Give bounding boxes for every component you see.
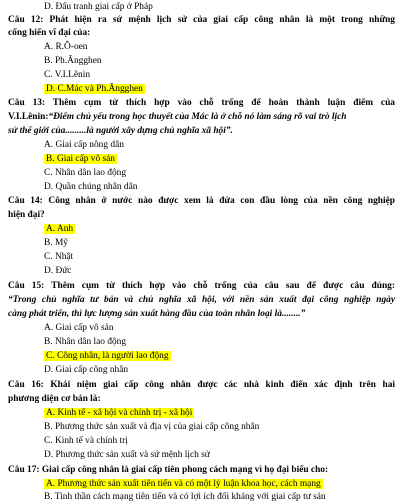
option-12a: A. R.Ô-oen [44,42,88,52]
question-13-quote: “Điểm chủ yếu trong học thuyết của Mác là ở chỗ nó làm sáng rõ vai trò lịch [48,112,347,122]
option-14c: C. Nhật [44,252,74,262]
question-17: Câu 17: Giai cấp công nhân là giai cấp tiên phong cách mạng vì họ đại biểu cho: [8,465,329,475]
question-15-quote-end: càng phát triển, thì lực lượng sản xuất hàng đầu của toàn nhân loại là........” [8,309,306,319]
option-16d: D. Phương thức sản xuất và sứ mệnh lịch sử [44,450,210,460]
question-12: Câu 12: Phát hiện ra sứ mệnh lịch sử của giai cấp công nhân là một trong những [8,15,395,25]
option-13b-answer [44,153,395,166]
answer-highlight: A. Anh [46,224,74,234]
option-12b: B. Ph.Ăngghen [44,56,102,66]
answer-highlight: B. Giai cấp vô sản [46,154,115,164]
option-12c: C. V.I.Lênin [44,70,91,80]
option-15c-answer [44,350,395,363]
option-15a: A. Giai cấp vô sản [44,323,114,333]
question-13: Câu 13: Thêm cụm từ thích hợp vào chỗ trống để hoàn thành luận điểm của [8,98,395,108]
option-14b: B. Mỹ [44,238,68,248]
question-15: Câu 15: Thêm cụm từ thích hợp vào chỗ trống của câu sau để được câu đúng: [8,281,395,291]
question-14: Câu 14: Công nhân ở nước nào được xem là đứa con đầu lòng của nền công nghiệp [8,196,395,206]
option-13d: D. Quần chúng nhân dân [44,182,138,192]
option-12d-answer [44,83,395,96]
question-16: Câu 16: Khái niệm giai cấp công nhân được các nhà kinh điển xác định trên hai [8,380,395,390]
option-16b: B. Phương thức sản xuất và địa vị của giai cấp công nhân [44,422,260,432]
question-14-cont: hiện đại? [8,210,45,220]
answer-highlight: A. Phương thức sản xuất tiên tiến và có một lý luận khoa học, cách mạng [46,479,321,489]
option-13a: A. Giai cấp nông dân [44,140,124,150]
option-13c: C. Nhân dân lao động [44,168,127,178]
question-13-cont [8,111,395,124]
answer-highlight: C. Công nhân, là người lao động [46,351,169,361]
option-15d: D. Giai cấp công nhân [44,365,129,375]
question-13-quote-end: sử thế giới của.........là người xây dựng chủ nghĩa xã hội”. [8,126,233,136]
question-16-cont: phương diện cơ bản là: [8,394,101,404]
answer-highlight: D. C.Mác và Ph.Ăngghen [46,84,143,94]
option-16a-answer [44,407,395,420]
question-15-quote: “Trong chủ nghĩa tư bản và chủ nghĩa xã hội, với nền sản xuất đại công nghiệp ngày [8,295,395,305]
option-16c: C. Kinh tế và chính trị [44,436,128,446]
option-text: D. Đấu tranh giai cấp ở Pháp [44,2,153,12]
option-14a-answer [44,223,395,236]
option-15b: B. Nhân dân lao động [44,337,127,347]
option-14d: D. Đức [44,266,72,276]
question-12-cont: cống hiến vĩ đại của: [8,28,91,38]
option-17b: B. Tinh thần cách mạng tiên tiến và có lợi ích đối kháng với giai cấp tư sản [44,492,326,502]
question-13-author: V.I.Lênin: [8,112,49,122]
option-17a-answer [44,478,395,491]
answer-highlight: A. Kinh tế - xã hội và chính trị - xã hội [46,408,193,418]
